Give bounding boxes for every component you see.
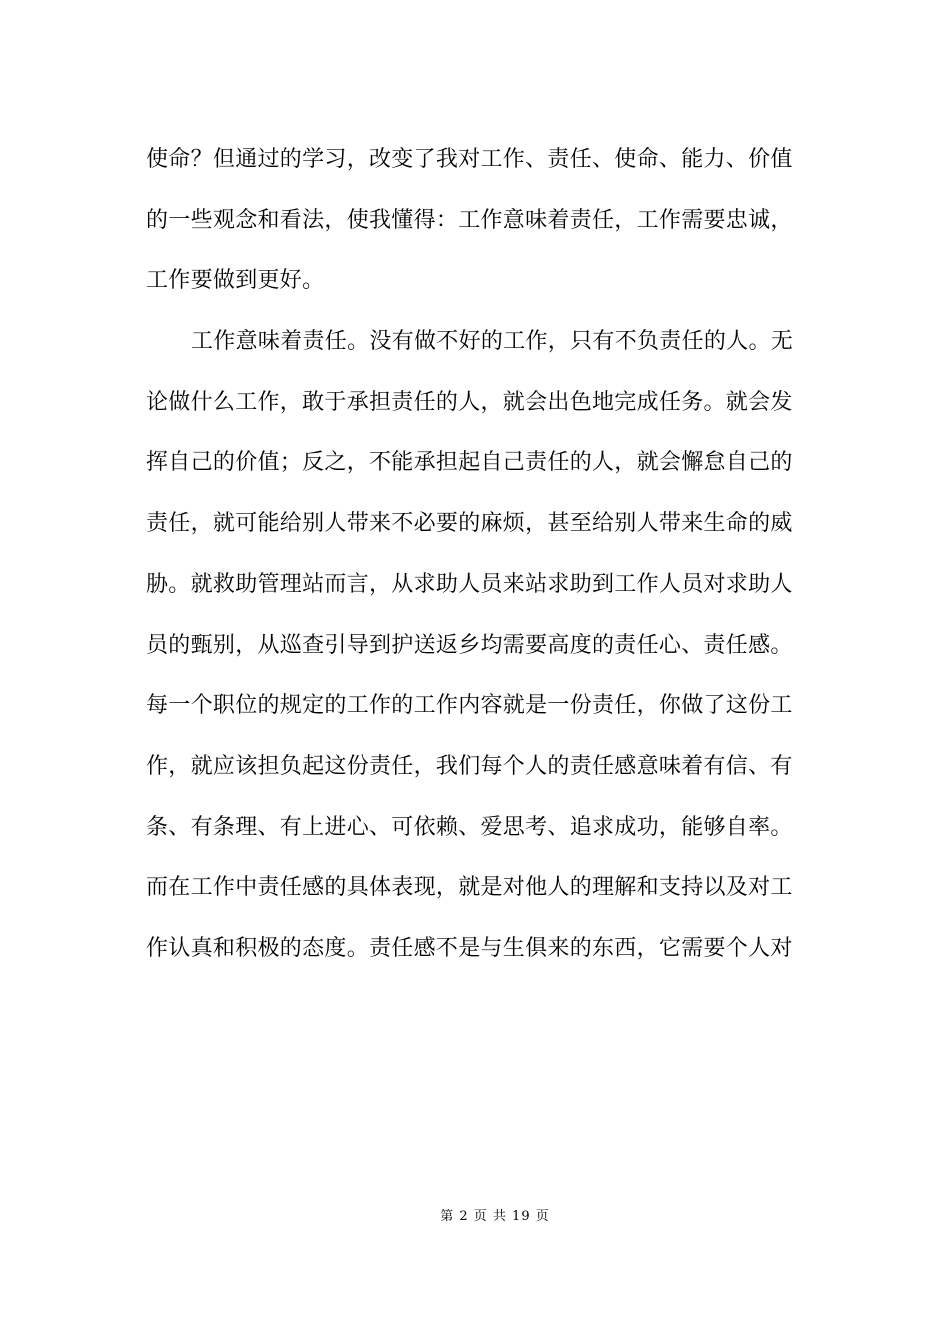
- text-line-8: 胁。就救助管理站而言，从求助人员来站求助到工作人员对求助人: [146, 571, 793, 597]
- text-line-6: 挥自己的价值；反之，不能承担起自己责任的人，就会懈怠自己的: [146, 450, 793, 476]
- text-line-1: 使命？但通过的学习，改变了我对工作、责任、使命、能力、价值: [146, 147, 793, 172]
- body-text: [146, 130, 816, 980]
- text-line-10: 每一个职位的规定的工作的工作内容就是一份责任，你做了这份工: [146, 693, 793, 719]
- text-line-5: 论做什么工作，敢于承担责任的人，就会出色地完成任务。就会发: [146, 389, 793, 415]
- text-line-3: 工作要做到更好。: [146, 268, 325, 294]
- text-line-11: 作，就应该担负起这份责任，我们每个人的责任感意味着有信、有: [146, 753, 793, 779]
- text-line-14: 作认真和积极的态度。责任感不是与生俱来的东西，它需要个人对: [146, 935, 793, 961]
- paragraph-start-line: 工作意味着责任。没有做不好的工作，只有不负责任的人。无: [191, 329, 794, 355]
- text-line-9: 员的甄别，从巡查引导到护送返乡均需要高度的责任心、责任感。: [146, 632, 793, 658]
- text-line-2: 的一些观念和看法，使我懂得：工作意味着责任，工作需要忠诚，: [146, 207, 793, 233]
- text-line-7: 责任，就可能给别人带来不必要的麻烦，甚至给别人带来生命的威: [146, 511, 793, 537]
- text-line-13: 而在工作中责任感的具体表现，就是对他人的理解和支持以及对工: [146, 875, 793, 901]
- text-line-12: 条、有条理、有上进心、可依赖、爱思考、追求成功，能够自率。: [146, 814, 793, 840]
- page-number-footer: 第 2 页 共 19 页: [440, 1209, 550, 1224]
